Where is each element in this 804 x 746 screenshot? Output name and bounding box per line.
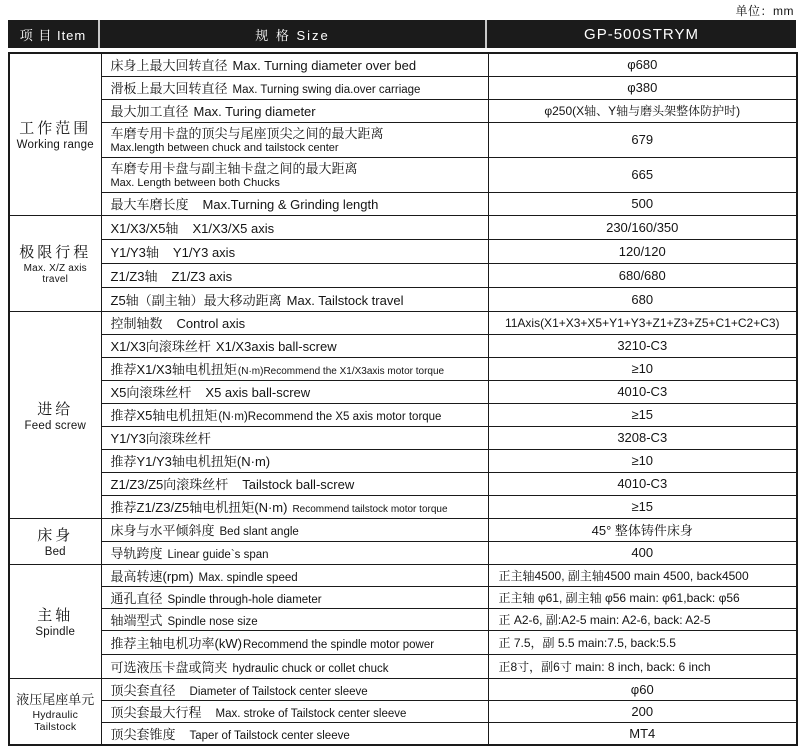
spec-cell xyxy=(101,630,488,654)
value-cell: 4010-C3 xyxy=(488,472,797,495)
spec-en-label: Bed slant angle xyxy=(219,526,299,538)
spec-cell xyxy=(101,76,488,99)
table-row xyxy=(9,192,797,215)
group-label-en: Working range xyxy=(16,139,94,152)
table-row xyxy=(9,239,797,263)
spec-en-label: (N·m)Recommend the X5 axis motor torque xyxy=(218,411,442,423)
spec-cell xyxy=(101,334,488,357)
group-cell-feed-screw xyxy=(9,311,101,518)
spec-en-label: Max. Length between both Chucks xyxy=(110,176,280,189)
group-cell-axis-travel xyxy=(9,215,101,311)
spec-zh-label: X5向滚珠丝杆 xyxy=(110,385,192,400)
spec-zh-label: 轴端型式 xyxy=(110,612,163,628)
value-cell: ≥15 xyxy=(488,403,797,426)
spec-en-label: Taper of Tailstock center sleeve xyxy=(189,729,350,742)
group-cell-spindle xyxy=(9,564,101,678)
table-row xyxy=(9,700,797,722)
spec-en-label: Recommend tailstock motor torque xyxy=(292,504,448,515)
spec-en-label: Max.length between chuck and tailstock center xyxy=(110,141,339,154)
value-cell: ≥10 xyxy=(488,449,797,472)
spec-en-label: Spindle through-hole diameter xyxy=(167,593,322,606)
spec-en-label: X5 axis ball-screw xyxy=(205,385,311,400)
spec-zh-label: 滑板上最大回转直径 xyxy=(110,81,228,96)
value-cell: 120/120 xyxy=(488,239,797,263)
table-row xyxy=(9,472,797,495)
value-cell: 45° 整体铸件床身 xyxy=(488,518,797,541)
spec-cell xyxy=(101,678,488,700)
spec-zh-label: 车磨专用卡盘与副主轴卡盘之间的最大距离 xyxy=(110,160,358,176)
value-cell: 3210-C3 xyxy=(488,334,797,357)
value-cell: 400 xyxy=(488,541,797,564)
spec-zh-label: X1/X3向滚珠丝杆 xyxy=(110,339,211,354)
spec-zh-label: 推荐X5轴电机扭矩 xyxy=(110,408,218,423)
spec-en-label: Max. Turning swing dia.over carriage xyxy=(232,84,421,96)
group-label-zh: 主轴 xyxy=(37,607,74,624)
spec-en-label: Max. spindle speed xyxy=(198,571,298,584)
group-label-zh: 进给 xyxy=(37,400,74,418)
value-cell: 680 xyxy=(488,287,797,311)
spec-zh-label: Y1/Y3向滚珠丝杆 xyxy=(110,431,211,446)
spec-cell xyxy=(101,287,488,311)
table-row xyxy=(9,311,797,334)
table-row xyxy=(9,564,797,586)
table-row xyxy=(9,76,797,99)
spec-en-label: Y1/Y3 axis xyxy=(172,244,236,260)
value-cell: 500 xyxy=(488,192,797,215)
table-row xyxy=(9,449,797,472)
table-header xyxy=(8,20,796,48)
table-row xyxy=(9,678,797,700)
spec-cell xyxy=(101,239,488,263)
spec-zh-label: 可选液压卡盘或筒夹 xyxy=(110,659,228,675)
table-row xyxy=(9,287,797,311)
spec-en-label: Z1/Z3 axis xyxy=(171,268,233,284)
spec-en-label: Max. Tailstock travel xyxy=(286,292,404,308)
table-row xyxy=(9,334,797,357)
spec-cell xyxy=(101,122,488,157)
value-cell: ≥10 xyxy=(488,357,797,380)
group-label-zh: 极限行程 xyxy=(19,244,92,261)
spec-zh-label: 顶尖套直径 xyxy=(110,682,176,698)
spec-cell xyxy=(101,518,488,541)
table-row xyxy=(9,608,797,630)
spec-zh-label: Z5轴（副主轴）最大移动距离 xyxy=(110,292,282,308)
table-row xyxy=(9,157,797,192)
spec-cell xyxy=(101,215,488,239)
spec-cell xyxy=(101,541,488,564)
spec-cell xyxy=(101,449,488,472)
spec-en-label: Max. Turning diameter over bed xyxy=(232,58,417,74)
table-row xyxy=(9,722,797,745)
value-cell: 679 xyxy=(488,122,797,157)
spec-cell xyxy=(101,654,488,678)
value-cell: 665 xyxy=(488,157,797,192)
spec-zh-label: 顶尖套最大行程 xyxy=(110,704,202,720)
value-cell: φ680 xyxy=(488,53,797,76)
group-cell-hydraulic-tailstock xyxy=(9,678,101,745)
value-cell: 11Axis(X1+X3+X5+Y1+Y3+Z1+Z3+Z5+C1+C2+C3) xyxy=(488,311,797,334)
spec-zh-label: 车磨专用卡盘的顶尖与尾座顶尖之间的最大距离 xyxy=(110,125,384,141)
table-row xyxy=(9,541,797,564)
value-cell: 正8寸，副6寸 main: 8 inch, back: 6 inch xyxy=(488,654,797,678)
value-cell: 3208-C3 xyxy=(488,426,797,449)
spec-cell xyxy=(101,472,488,495)
value-cell: 200 xyxy=(488,700,797,722)
header-item: 项 目 Item xyxy=(8,20,100,48)
spec-cell xyxy=(101,357,488,380)
spec-en-label: Diameter of Tailstock center sleeve xyxy=(189,685,368,698)
table-row xyxy=(9,263,797,287)
spec-en-label: Tailstock ball-screw xyxy=(242,477,355,492)
value-cell: 680/680 xyxy=(488,263,797,287)
table-row xyxy=(9,53,797,76)
value-cell: 正 A2-6, 副:A2-5 main: A2-6, back: A2-5 xyxy=(488,608,797,630)
table-row xyxy=(9,380,797,403)
spec-en-label: Max. stroke of Tailstock center sleeve xyxy=(215,707,407,720)
spec-zh-label: 顶尖套锥度 xyxy=(110,726,176,742)
table-row xyxy=(9,357,797,380)
value-cell: 4010-C3 xyxy=(488,380,797,403)
spec-zh-label: 最大车磨长度 xyxy=(110,197,189,212)
value-cell: MT4 xyxy=(488,722,797,745)
spec-cell xyxy=(101,722,488,745)
spec-cell xyxy=(101,380,488,403)
value-cell: φ380 xyxy=(488,76,797,99)
spec-zh-label: 最大加工直径 xyxy=(110,104,189,119)
table-row xyxy=(9,215,797,239)
spec-zh-label: 通孔直径 xyxy=(110,590,163,606)
spec-zh-label: 导轨跨度 xyxy=(110,546,163,561)
spec-cell xyxy=(101,586,488,608)
spec-table xyxy=(8,52,798,746)
spec-zh-label: 推荐X1/X3轴电机扭矩 xyxy=(110,362,237,377)
group-label-zh: 工作范围 xyxy=(19,120,92,138)
spec-cell xyxy=(101,495,488,518)
value-cell: φ250(X轴、Y轴与磨头架整体防护时) xyxy=(488,99,797,122)
spec-en-label: (N·m)Recommend the X1/X3axis motor torque xyxy=(237,366,445,377)
group-label-zh: 液压尾座单元 xyxy=(16,692,95,707)
spec-en-label: X1/X3axis ball-screw xyxy=(215,339,337,354)
spec-zh-label: 推荐主轴电机功率(kW) xyxy=(110,635,242,651)
spec-cell xyxy=(101,608,488,630)
group-label-en: Hydraulic Tailstock xyxy=(32,709,79,733)
spec-en-label: Max.Turning & Grinding length xyxy=(202,197,379,212)
spec-en-label: Control axis xyxy=(176,316,246,331)
spec-cell xyxy=(101,403,488,426)
spec-cell xyxy=(101,192,488,215)
spec-zh-label: 推荐Y1/Y3轴电机扭矩(N·m) xyxy=(110,454,271,469)
table-row xyxy=(9,99,797,122)
spec-zh-label: 床身上最大回转直径 xyxy=(110,58,228,74)
spec-zh-label: 最高转速(rpm) xyxy=(110,568,194,584)
spec-zh-label: 控制轴数 xyxy=(110,316,163,331)
table-row xyxy=(9,654,797,678)
group-label-zh: 床身 xyxy=(37,527,74,544)
group-label-en: Max. X/Z axis travel xyxy=(23,263,87,285)
spec-zh-label: Z1/Z3轴 xyxy=(110,268,158,284)
value-cell: φ60 xyxy=(488,678,797,700)
header-model: GP-500STRYM xyxy=(584,25,699,43)
spec-en-label: Spindle nose size xyxy=(167,615,258,628)
spec-zh-label: X1/X3/X5轴 xyxy=(110,220,179,236)
spec-zh-label: 推荐Z1/Z3/Z5轴电机扭矩(N·m) xyxy=(110,500,288,515)
spec-en-label: X1/X3/X5 axis xyxy=(192,220,275,236)
unit-label: 单位：mm xyxy=(735,4,794,18)
table-row xyxy=(9,403,797,426)
group-label-en: Bed xyxy=(44,546,66,558)
spec-en-label: Linear guide`s span xyxy=(167,549,269,561)
spec-cell xyxy=(101,311,488,334)
spec-zh-label: Y1/Y3轴 xyxy=(110,244,159,260)
table-row xyxy=(9,630,797,654)
spec-zh-label: Z1/Z3/Z5向滚珠丝杆 xyxy=(110,477,229,492)
spec-en-label: Recommend the spindle motor power xyxy=(242,638,435,651)
value-cell: ≥15 xyxy=(488,495,797,518)
spec-cell xyxy=(101,564,488,586)
table-row xyxy=(9,495,797,518)
spec-cell xyxy=(101,53,488,76)
spec-cell xyxy=(101,263,488,287)
value-cell: 正主轴 φ61, 副主轴 φ56 main: φ61,back: φ56 xyxy=(488,586,797,608)
value-cell: 正 7.5，副 5.5 main:7.5, back:5.5 xyxy=(488,630,797,654)
table-row xyxy=(9,122,797,157)
value-cell: 230/160/350 xyxy=(488,215,797,239)
table-row xyxy=(9,518,797,541)
spec-cell xyxy=(101,99,488,122)
spec-en-label: hydraulic chuck or collet chuck xyxy=(232,662,389,675)
table-row xyxy=(9,426,797,449)
spec-zh-label: 床身与水平倾斜度 xyxy=(110,523,215,538)
group-cell-working-range xyxy=(9,53,101,215)
value-cell: 正主轴4500, 副主轴4500 main 4500, back4500 xyxy=(488,564,797,586)
spec-cell xyxy=(101,157,488,192)
table-row xyxy=(9,586,797,608)
spec-cell xyxy=(101,700,488,722)
header-size: 规 格 Size xyxy=(100,20,487,48)
group-label-en: Spindle xyxy=(35,626,76,638)
spec-cell xyxy=(101,426,488,449)
group-cell-bed xyxy=(9,518,101,564)
group-label-en: Feed screw xyxy=(24,419,86,432)
spec-en-label: Max. Turing diameter xyxy=(193,104,316,119)
